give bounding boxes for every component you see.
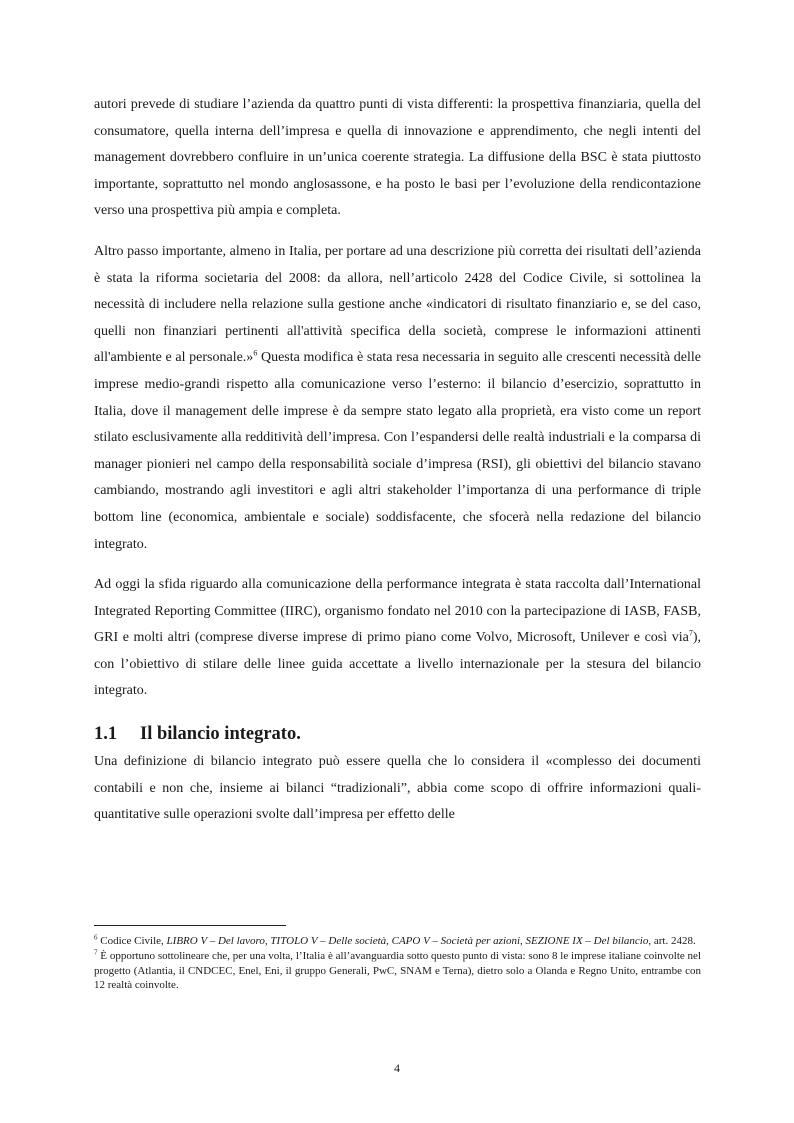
paragraph-riforma-text-b: Questa modifica è stata resa necessaria in seguito alle crescenti necessità delle imprese medio-grandi rispetto alla comunicazione verso l’esterno: il bilancio d’esercizio, soprattutto in Italia, dove il management delle imprese è da sempre stato legato alla proprietà, era visto come un report stilato esclusivamente alla redditività dell’impresa. Con l’espandersi delle realtà industriali e la comparsa di manager pionieri nel campo della responsabilità sociale d’impresa (RSI), gli obiettivi del bilancio stavano cambiando, mostrando agli investitori e agli altri stakeholder l’importanza di una performance di triple bottom line (economica, ambientale e sociale) soddisfacente, che sfocerà nella redazione del bilancio integrato. — [94, 350, 701, 552]
paragraph-bsc — [94, 92, 701, 225]
section-title: Il bilancio integrato. — [140, 724, 301, 745]
footnote-mark-7: 7 — [94, 948, 98, 957]
paragraph-definizione — [94, 749, 701, 829]
footnote-divider — [94, 925, 286, 926]
footnote-6-tail: , art. 2428. — [648, 935, 696, 947]
footnote-ref-7[interactable]: 7 — [688, 628, 693, 638]
section-number: 1.1 — [94, 724, 118, 745]
page-number: 4 — [394, 1061, 400, 1075]
paragraph-definizione-text: Una definizione di bilancio integrato può essere quella che lo considera il «complesso dei documenti contabili e non che, insieme ai bilanci “tradizionali”, abbia come scopo di offrire informazioni quali-quantitative sulle operazioni svolte dall’impresa per effetto delle — [94, 754, 701, 823]
paragraph-iirc — [94, 572, 701, 705]
footnote-mark-6: 6 — [94, 933, 98, 942]
footnote-7-text: È opportuno sottolineare che, per una volta, l’Italia è all’avanguardia sotto questo punto di vista: sono 8 le imprese italiane coinvolte nel progetto (Atlantia, il CNDCEC, Enel, Eni, il gruppo Generali, PwC, SNAM e Terna), dietro solo a Olanda e Regno Unito, entrambe con 12 realtà coinvolte. — [94, 949, 701, 992]
footnote-ref-6[interactable]: 6 — [253, 348, 258, 358]
paragraph-bsc-text: autori prevede di studiare l’azienda da quattro punti di vista differenti: la prospettiva finanziaria, quella del consumatore, quella interna dell’impresa e quella di innovazione e apprendimento, che negli intenti del management dovrebbero confluire in un’unica coerente strategia. La diffusione della BSC è stata piuttosto importante, soprattutto nel mondo anglosassone, e ha posto le basi per l’evoluzione della rendicontazione verso una prospettiva più ampia e completa. — [94, 97, 701, 219]
footnote-7 — [94, 949, 701, 993]
footnotes — [94, 934, 701, 993]
page-body — [94, 92, 701, 829]
footnote-6-italic: LIBRO V – Del lavoro, TITOLO V – Delle società, CAPO V – Società per azioni, SEZIONE IX – Del bilancio — [166, 935, 649, 947]
section-heading — [94, 721, 701, 747]
paragraph-iirc-text-a: Ad oggi la sfida riguardo alla comunicazione della performance integrata è stata raccolta dall’International Integrated Reporting Committee (IIRC), organismo fondato nel 2010 con la partecipazione di IASB, FASB, GRI e molti altri (comprese diverse imprese di primo piano come Volvo, Microsoft, Unilever e così via — [94, 577, 701, 646]
footnote-6-lead: Codice Civile, — [97, 935, 167, 947]
footnote-6 — [94, 934, 701, 949]
paragraph-riforma — [94, 239, 701, 558]
paragraph-riforma-text-a: Altro passo importante, almeno in Italia, per portare ad una descrizione più corretta dei risultati dell’azienda è stata la riforma societaria del 2008: da allora, nell’articolo 2428 del Codice Civile, si sottolinea la necessità di includere nella relazione sulla gestione anche «indicatori di risultato finanziario e, se del caso, quelli non finanziari pertinenti all'attività specifica della società, comprese le informazioni attinenti all'ambiente e al personale.» — [94, 243, 701, 366]
paragraph-iirc-text-b: ), con l’obiettivo di stilare delle linee guida accettate a livello internazionale per la stesura del bilancio integrato. — [94, 630, 701, 699]
